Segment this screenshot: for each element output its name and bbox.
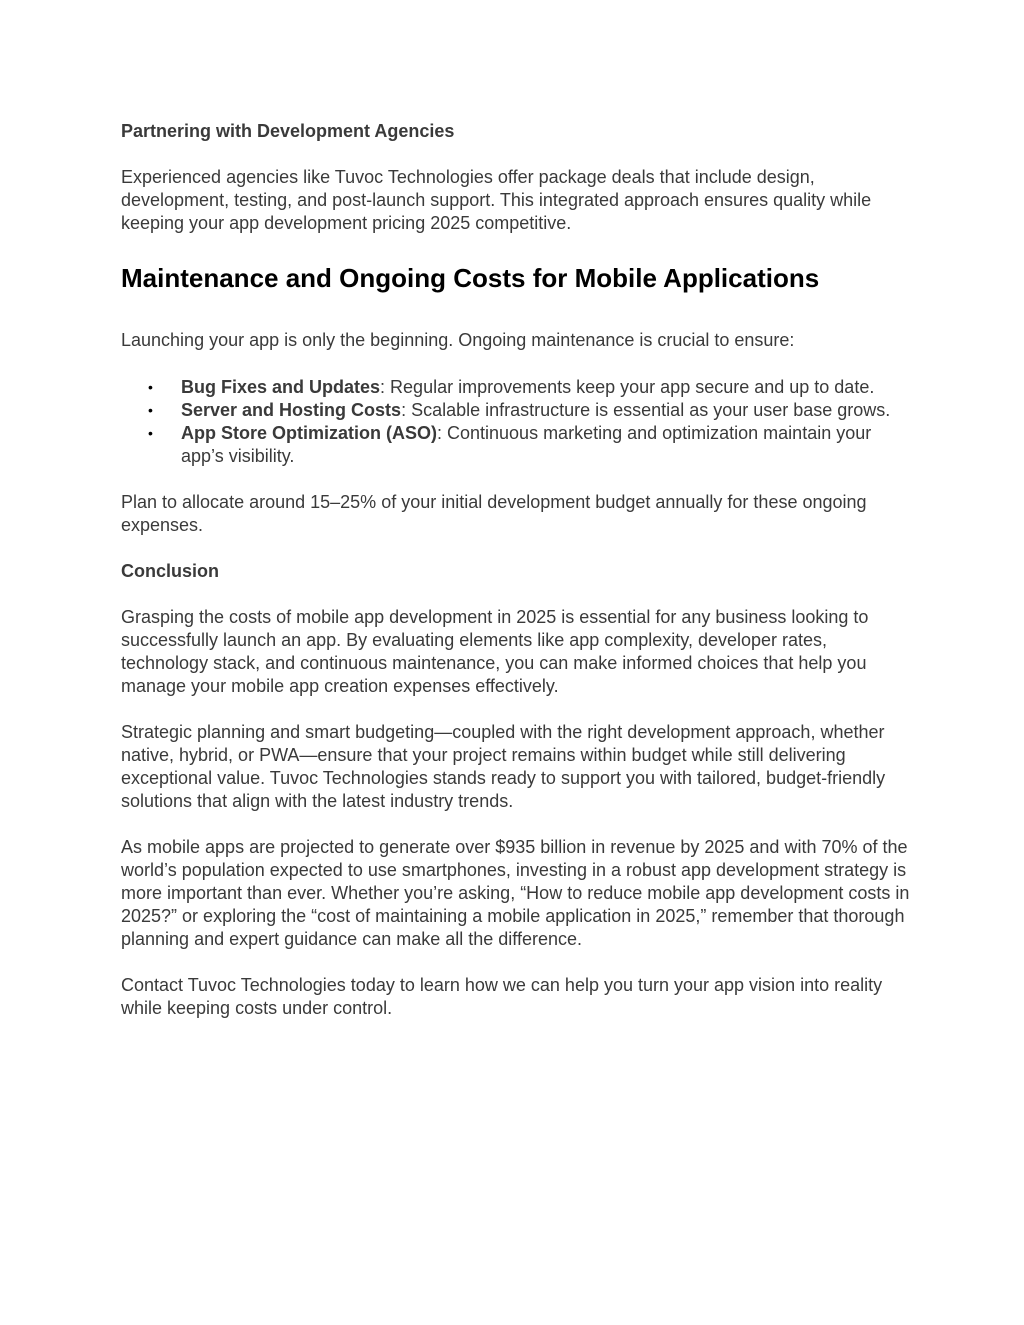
bullet-icon: • <box>148 379 153 395</box>
conclusion-heading: Conclusion <box>121 561 219 581</box>
conclusion-paragraph-3: As mobile apps are projected to generate over $935 billion in revenue by 2025 and with 70% of the world’s population expected to use smartphones, investing in a robust app development strategy is more important than ever. Whether you’re asking, “How to reduce mobile app development costs in 2025?” or exploring the “cost of maintaining a mobile application in 2025,” remember that thorough planning and expert guidance can make all the difference. <box>121 837 910 949</box>
bullet-title: App Store Optimization (ASO) <box>181 423 437 443</box>
maintenance-heading: Maintenance and Ongoing Costs for Mobile Applications <box>121 263 820 293</box>
contact-paragraph: Contact Tuvoc Technologies today to learn how we can help you turn your app vision into reality while keeping costs under control. <box>121 975 883 1018</box>
bullet-text: : Scalable infrastructure is essential as your user base grows. <box>401 400 891 420</box>
allocation-paragraph: Plan to allocate around 15–25% of your initial development budget annually for these ongoing expenses. <box>121 492 867 535</box>
bullet-text: : Continuous marketing and optimization maintain your app’s visibility. <box>181 423 872 466</box>
partnering-heading: Partnering with Development Agencies <box>121 121 455 141</box>
bullet-title: Server and Hosting Costs <box>181 400 402 420</box>
bullet-icon: • <box>148 425 153 441</box>
bullet-icon: • <box>148 402 153 418</box>
bullet-text: : Regular improvements keep your app secure and up to date. <box>380 377 875 397</box>
list-item <box>121 422 911 468</box>
list-item <box>121 376 911 399</box>
conclusion-paragraph-1: Grasping the costs of mobile app development in 2025 is essential for any business looking to successfully launch an app. By evaluating elements like app complexity, developer rates, technology stack, and continuous maintenance, you can make informed choices that help you manage your mobile app creation expenses effectively. <box>121 607 869 696</box>
partnering-paragraph: Experienced agencies like Tuvoc Technologies offer package deals that include design, development, testing, and post-launch support. This integrated approach ensures quality while keeping your app development pricing 2025 competitive. <box>121 167 872 233</box>
bullet-title: Bug Fixes and Updates <box>181 377 381 397</box>
list-item <box>121 399 911 422</box>
conclusion-paragraph-2: Strategic planning and smart budgeting—coupled with the right development approach, whether native, hybrid, or PWA—ensure that your project remains within budget while still delivering exceptional value. Tuvoc Technologies stands ready to support you with tailored, budget-friendly solutions that align with the latest industry trends. <box>121 722 886 811</box>
maintenance-intro: Launching your app is only the beginning. Ongoing maintenance is crucial to ensure: <box>121 330 795 350</box>
maintenance-bullet-list <box>121 376 911 468</box>
document-page <box>121 120 911 1020</box>
